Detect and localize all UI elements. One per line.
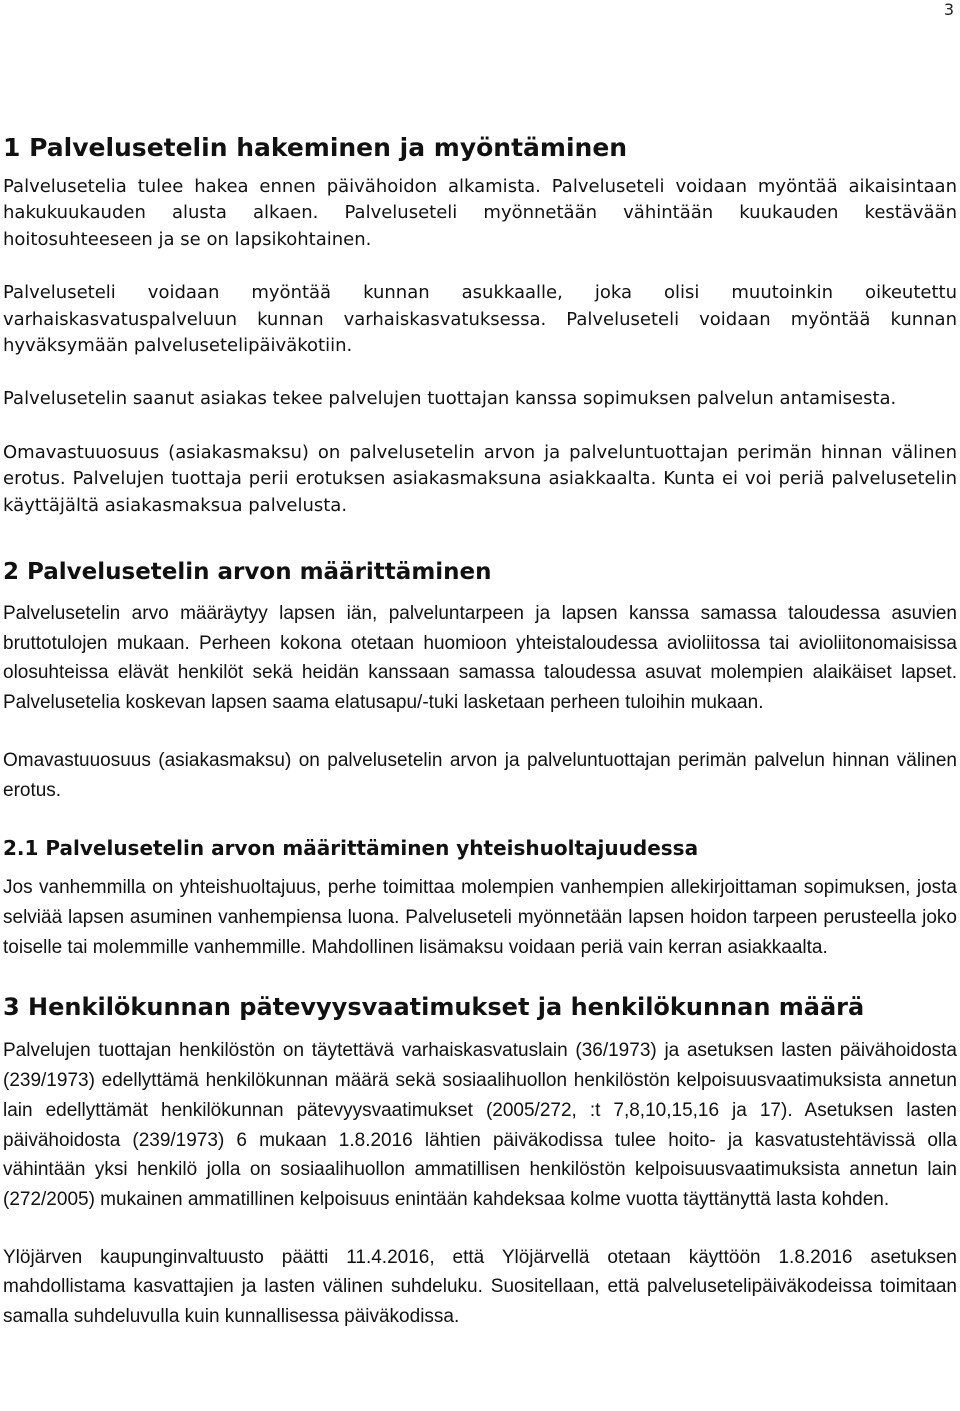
section-2-paragraph: Omavastuuosuus (asiakasmaksu) on palvelusetelin arvon ja palveluntuottajan perimän palvelun hinnan välinen erotus. [3,749,957,801]
section-3-paragraph: Ylöjärven kaupunginvaltuusto päätti 11.4.2016, että Ylöjärvellä otetaan käyttöön 1.8.2016 asetuksen mahdollistama kasvattajien ja lasten välinen suhdeluku. Suositellaan, että palvelusetelipäiväkodeissa toimitaan samalla suhdeluvulla kuin kunnallisessa päiväkodissa. [3,1246,957,1328]
section-1-paragraph: Palvelusetelin saanut asiakas tekee palvelujen tuottajan kanssa sopimuksen palvelun antamisesta. [3,388,897,410]
section-2-paragraph: Palvelusetelin arvo määräytyy lapsen iän, palveluntarpeen ja lapsen kanssa samassa taloudessa asuvien bruttotulojen mukaan. Perheen kokona otetaan huomioon yhteistaloudessa avioliitossa tai avioliitonomaisissa olosuhteissa elävät henkilöt sekä heidän kanssaan samassa taloudessa asuvat molempien alaikäiset lapset. Palvelusetelia koskevan lapsen saama elatusapu/-tuki lasketaan perheen tuloihin mukaan. [3,603,957,714]
section-2-heading: 2 Palvelusetelin arvon määrittäminen [3,559,492,586]
section-2-1-heading: 2.1 Palvelusetelin arvon määrittäminen yhteishuoltajuudessa [3,836,699,861]
section-1-paragraph: Omavastuuosuus (asiakasmaksu) on palvelusetelin arvon ja palveluntuottajan perimän hinnan välinen erotus. Palvelujen tuottaja perii erotuksen asiakasmaksuna asiakkaalta. Kunta ei voi periä palvelusetelin käyttäjältä asiakasmaksua palvelusta. [3,441,957,516]
page-number: 3 [943,0,954,19]
section-1 [3,130,957,519]
section-2-1-paragraph: Jos vanhemmilla on yhteishuoltajuus, perhe toimittaa molempien vanhempien allekirjoittaman sopimuksen, josta selviää lapsen asuminen vanhempiensa luona. Palveluseteli myönnetään lapsen hoidon tarpeen perusteella joko toiselle tai molemmille vanhemmille. Mahdollinen lisämaksu voidaan periä vain kerran asiakkaalta. [3,877,957,958]
section-2 [3,555,957,1332]
section-1-paragraph: Palveluseteli voidaan myöntää kunnan asukkaalle, joka olisi muutoinkin oikeutettu varhaiskasvatuspalveluun kunnan varhaiskasvatuksessa. Palveluseteli voidaan myöntää kunnan hyväksymään palvelusetelipäiväkotiin. [3,282,957,357]
section-3-heading: 3 Henkilökunnan pätevyysvaatimukset ja henkilökunnan määrä [3,993,865,1022]
section-1-paragraph: Palvelusetelia tulee hakea ennen päivähoidon alkamista. Palveluseteli voidaan myöntää aikaisintaan hakukuukauden alusta alkaen. Palveluseteli myönnetään vähintään kuukauden kestävään hoitosuhteeseen ja se on lapsikohtainen. [3,176,957,250]
document-body [3,130,957,1360]
section-1-heading: 1 Palvelusetelin hakeminen ja myöntäminen [3,133,628,162]
section-3-paragraph: Palvelujen tuottajan henkilöstön on täytettävä varhaiskasvatuslain (36/1973) ja asetuksen lasten päivähoidosta (239/1973) edellyttämä henkilökunnan määrä sekä sosiaalihuollon henkilöstön kelpoisuusvaatimuksista annetun lain edellyttämät henkilökunnan pätevyysvaatimukset (2005/272, :t 7,8,10,15,16 ja 17). Asetuksen lasten päivähoidosta (239/1973) 6 mukaan 1.8.2016 lähtien päiväkodissa tulee hoito- ja kasvatustehtävissä olla vähintään yksi henkilö jolla on sosiaalihuollon ammatillisen henkilöstön kelpoisuusvaatimuksista annetun lain (272/2005) mukainen ammatillinen kelpoisuus enintään kahdeksaa kolme vuotta täyttänyttä lasta kohden. [3,1040,957,1210]
